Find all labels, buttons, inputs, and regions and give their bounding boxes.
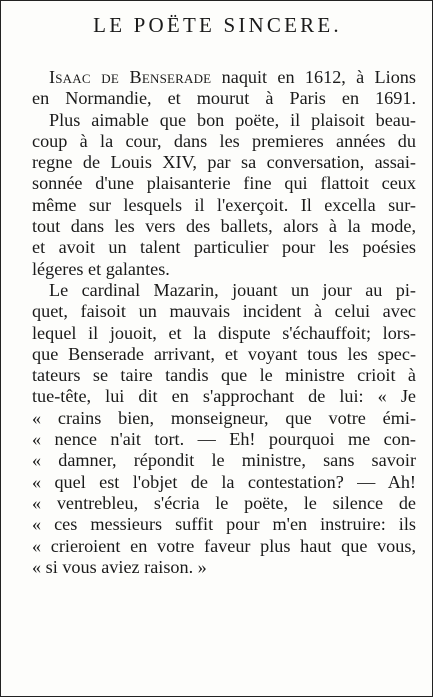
text-line: légeres et galantes.: [32, 258, 170, 279]
text-line: « crieroient en votre faveur plus haut que vous,: [32, 535, 416, 556]
text-line: Le cardinal Mazarin, jouant un jour au pi-: [49, 279, 416, 300]
text-line: « ces messieurs suffit pour m'en instruire: ils: [32, 514, 416, 535]
text-line: sonnée d'une plaisanterie fine qui flattoit ceux: [32, 173, 416, 194]
text-line: tout dans les vers des ballets, alors à la mode,: [32, 216, 416, 237]
text-line: Plus aimable que bon poëte, il plaisoit beau-: [49, 109, 416, 130]
text-line: « si vous aviez raison. »: [32, 556, 207, 577]
text-line: tue-tête, lui dit en s'approchant de lui: « Je: [32, 386, 416, 407]
text-line: en Normandie, et mourut à Paris en 1691.: [32, 88, 416, 109]
text-line: lequel il jouoit, et la dispute s'échauffoit; lors-: [32, 322, 416, 343]
text-line: tateurs se taire tandis que le ministre crioit à: [32, 365, 416, 386]
text-line: coup à la cour, dans les premieres années du: [32, 130, 416, 151]
text-line: Isaac de Benserade naquit en 1612, à Lions: [49, 67, 416, 87]
text-line: que Benserade arrivant, et voyant tous les spec-: [32, 343, 416, 364]
text-line: « nence n'ait tort. — Eh! pourquoi me con-: [32, 429, 416, 450]
text-line: regne de Louis XIV, par sa conversation, assai-: [32, 152, 416, 173]
text-line: « ventrebleu, s'écria le poëte, le silence de: [32, 492, 416, 513]
text-line: « crains bien, monseigneur, que votre émi-: [32, 407, 416, 428]
text-line: même sur lesquels il l'exerçoit. Il excella sur-: [32, 194, 416, 215]
body-text: [32, 67, 416, 578]
page-title: LE POËTE SINCERE.: [93, 13, 342, 37]
text-line: et avoit un talent particulier pour les poésies: [32, 237, 416, 258]
text-line: quet, faisoit un mauvais incident à celui avec: [32, 301, 416, 322]
text-line: « damner, répondit le ministre, sans savoir: [32, 450, 416, 471]
author-name: Isaac de Benserade: [49, 67, 212, 87]
text-line: « quel est l'objet de la contestation? — Ah!: [32, 471, 416, 492]
